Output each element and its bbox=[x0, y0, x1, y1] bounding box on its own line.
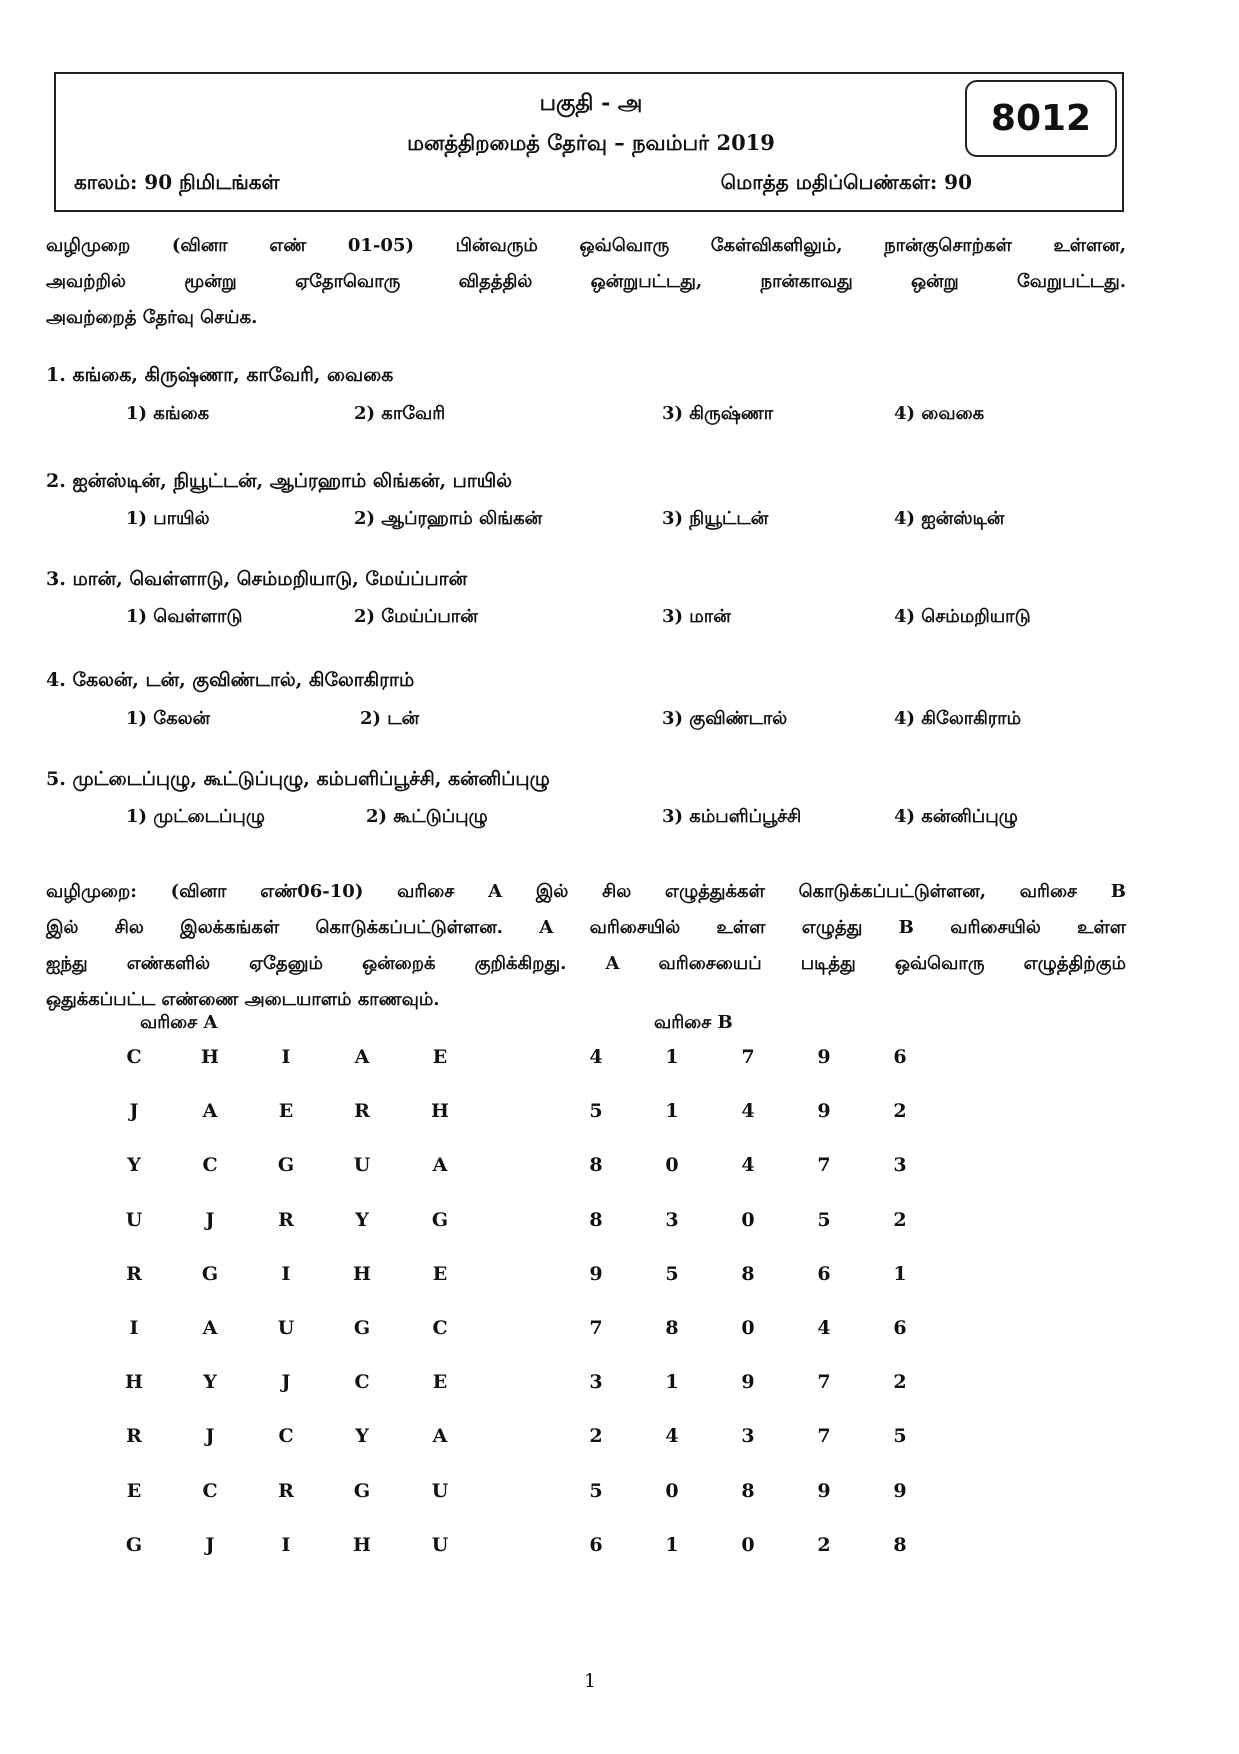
instruction-line: அவற்றில் மூன்று ஏதோவொரு விதத்தில் ஒன்றுபட்டது, நான்காவது ஒன்று வேறுபட்டது. bbox=[46, 271, 1126, 292]
letter-cell: C bbox=[126, 1046, 142, 1068]
letter-cell: J bbox=[205, 1209, 215, 1231]
option[interactable]: 2) கூட்டுப்புழு bbox=[366, 806, 488, 827]
digit-cell: 7 bbox=[817, 1425, 831, 1447]
letter-cell: U bbox=[431, 1534, 449, 1556]
section1-instruction bbox=[46, 228, 1126, 336]
option[interactable]: 4) ஐன்ஸ்டின் bbox=[894, 508, 1005, 529]
option[interactable]: 4) கன்னிப்புழு bbox=[894, 806, 1018, 827]
digit-cell: 2 bbox=[589, 1425, 603, 1447]
option[interactable]: 1) கேலன் bbox=[126, 708, 210, 729]
letter-cell: C bbox=[432, 1317, 448, 1339]
letter-cell: E bbox=[432, 1371, 448, 1393]
question-stem: 5. முட்டைப்புழு, கூட்டுப்புழு, கம்பளிப்பூச்சி, கன்னிப்புழு bbox=[46, 768, 550, 790]
digit-cell: 0 bbox=[665, 1154, 679, 1176]
digit-cell: 9 bbox=[589, 1263, 603, 1285]
digit-cell: 7 bbox=[741, 1046, 755, 1068]
digit-cell: 9 bbox=[817, 1100, 831, 1122]
letter-cell: G bbox=[201, 1263, 219, 1285]
option[interactable]: 1) பாயில் bbox=[126, 508, 210, 529]
option[interactable]: 1) முட்டைப்புழு bbox=[126, 806, 265, 827]
page-number: 1 bbox=[583, 1670, 597, 1692]
digit-cell: 4 bbox=[665, 1425, 679, 1447]
option[interactable]: 3) மான் bbox=[662, 606, 731, 627]
letter-cell: J bbox=[281, 1371, 291, 1393]
letter-cell: C bbox=[278, 1425, 294, 1447]
letter-cell: Y bbox=[355, 1425, 369, 1447]
option[interactable]: 3) கிருஷ்ணா bbox=[662, 403, 774, 424]
letter-cell: C bbox=[202, 1480, 218, 1502]
digit-cell: 5 bbox=[589, 1100, 603, 1122]
option[interactable]: 3) குவிண்டால் bbox=[662, 708, 788, 729]
digit-cell: 6 bbox=[893, 1317, 907, 1339]
digit-cell: 3 bbox=[741, 1425, 755, 1447]
letter-cell: G bbox=[431, 1209, 449, 1231]
option[interactable]: 3) கம்பளிப்பூச்சி bbox=[662, 806, 802, 827]
digit-cell: 2 bbox=[817, 1534, 831, 1556]
digit-cell: 2 bbox=[893, 1371, 907, 1393]
digit-cell: 4 bbox=[817, 1317, 831, 1339]
digit-cell: 1 bbox=[665, 1046, 679, 1068]
digit-cell: 9 bbox=[741, 1371, 755, 1393]
letter-cell: R bbox=[278, 1209, 294, 1231]
option[interactable]: 3) நியூட்டன் bbox=[662, 508, 769, 529]
paper-code: 8012 bbox=[965, 80, 1117, 157]
instruction-line: வழிமுறை: (வினா எண்06-10) வரிசை A இல் சில எழுத்துக்கள் கொடுக்கப்பட்டுள்ளன, வரிசை B bbox=[46, 881, 1126, 902]
letter-cell: Y bbox=[355, 1209, 369, 1231]
letter-cell: Y bbox=[127, 1154, 141, 1176]
digit-cell: 4 bbox=[589, 1046, 603, 1068]
letter-cell: H bbox=[353, 1263, 371, 1285]
digit-cell: 5 bbox=[893, 1425, 907, 1447]
digit-cell: 9 bbox=[817, 1480, 831, 1502]
letter-cell: G bbox=[353, 1317, 371, 1339]
digit-cell: 2 bbox=[893, 1100, 907, 1122]
letter-cell: E bbox=[432, 1263, 448, 1285]
instruction-line: ஒதுக்கப்பட்ட எண்ணை அடையாளம் காணவும். bbox=[46, 989, 440, 1010]
letter-cell: E bbox=[278, 1100, 294, 1122]
question-stem: 1. கங்கை, கிருஷ்ணா, காவேரி, வைகை bbox=[46, 364, 394, 386]
exam-duration: காலம்: 90 நிமிடங்கள் bbox=[74, 170, 280, 194]
column-b-header: வரிசை B bbox=[654, 1012, 733, 1033]
question-stem: 2. ஐன்ஸ்டின், நியூட்டன், ஆப்ரஹாம் லிங்கன், பாயில் bbox=[46, 470, 513, 492]
letter-cell: E bbox=[126, 1480, 142, 1502]
letter-cell: A bbox=[354, 1046, 370, 1068]
letter-cell: C bbox=[354, 1371, 370, 1393]
option[interactable]: 4) வைகை bbox=[894, 403, 985, 424]
digit-cell: 9 bbox=[893, 1480, 907, 1502]
letter-cell: A bbox=[432, 1425, 448, 1447]
letter-cell: C bbox=[202, 1154, 218, 1176]
digit-cell: 8 bbox=[893, 1534, 907, 1556]
digit-cell: 8 bbox=[741, 1263, 755, 1285]
instruction-line: வழிமுறை (வினா எண் 01-05) பின்வரும் ஒவ்வொரு கேள்விகளிலும், நான்குசொற்கள் உள்ளன, bbox=[46, 235, 1126, 256]
digit-cell: 7 bbox=[817, 1371, 831, 1393]
digit-cell: 6 bbox=[893, 1046, 907, 1068]
letter-cell: J bbox=[205, 1425, 215, 1447]
letter-cell: Y bbox=[203, 1371, 217, 1393]
letter-cell: U bbox=[277, 1317, 295, 1339]
letter-cell: G bbox=[277, 1154, 295, 1176]
question-stem: 3. மான், வெள்ளாடு, செம்மறியாடு, மேய்ப்பான் bbox=[46, 568, 468, 590]
instruction-line: ஐந்து எண்களில் ஏதேனும் ஒன்றைக் குறிக்கிறது. A வரிசையைப் படித்து ஒவ்வொரு எழுத்திற்கும் bbox=[46, 953, 1126, 974]
letter-cell: U bbox=[125, 1209, 143, 1231]
digit-cell: 0 bbox=[665, 1480, 679, 1502]
letter-cell: H bbox=[201, 1046, 219, 1068]
letter-cell: I bbox=[281, 1263, 291, 1285]
letter-cell: J bbox=[205, 1534, 215, 1556]
letter-cell: R bbox=[126, 1425, 142, 1447]
digit-cell: 6 bbox=[817, 1263, 831, 1285]
letter-cell: A bbox=[432, 1154, 448, 1176]
digit-cell: 9 bbox=[817, 1046, 831, 1068]
part-label: பகுதி - அ bbox=[539, 90, 643, 116]
option[interactable]: 2) காவேரி bbox=[354, 403, 446, 424]
instruction-line: அவற்றைத் தேர்வு செய்க. bbox=[46, 307, 258, 328]
letter-cell: J bbox=[129, 1100, 139, 1122]
digit-cell: 1 bbox=[893, 1263, 907, 1285]
letter-cell: R bbox=[126, 1263, 142, 1285]
section2-instruction bbox=[46, 874, 1126, 1018]
digit-cell: 1 bbox=[665, 1100, 679, 1122]
option[interactable]: 4) செம்மறியாடு bbox=[894, 606, 1031, 627]
digit-cell: 8 bbox=[741, 1480, 755, 1502]
option[interactable]: 2) ஆப்ரஹாம் லிங்கன் bbox=[354, 508, 543, 529]
digit-cell: 3 bbox=[893, 1154, 907, 1176]
digit-cell: 0 bbox=[741, 1209, 755, 1231]
letter-cell: H bbox=[353, 1534, 371, 1556]
letter-cell: H bbox=[125, 1371, 143, 1393]
option[interactable]: 2) டன் bbox=[360, 708, 420, 729]
letter-cell: A bbox=[202, 1317, 218, 1339]
option[interactable]: 1) கங்கை bbox=[126, 403, 210, 424]
instruction-line: இல் சில இலக்கங்கள் கொடுக்கப்பட்டுள்ளன. A வரிசையில் உள்ள எழுத்து B வரிசையில் உள்ள bbox=[46, 917, 1126, 938]
digit-cell: 0 bbox=[741, 1317, 755, 1339]
digit-cell: 1 bbox=[665, 1371, 679, 1393]
question-stem: 4. கேலன், டன், குவிண்டால், கிலோகிராம் bbox=[46, 669, 415, 691]
exam-title: மனத்திறமைத் தேர்வு – நவம்பர் 2019 bbox=[407, 130, 775, 155]
letter-cell: R bbox=[278, 1480, 294, 1502]
letter-cell: U bbox=[353, 1154, 371, 1176]
digit-cell: 4 bbox=[741, 1154, 755, 1176]
digit-cell: 8 bbox=[665, 1317, 679, 1339]
column-a-header: வரிசை A bbox=[140, 1012, 218, 1033]
letter-cell: G bbox=[125, 1534, 143, 1556]
letter-cell: I bbox=[129, 1317, 139, 1339]
digit-cell: 7 bbox=[589, 1317, 603, 1339]
letter-cell: R bbox=[354, 1100, 370, 1122]
digit-cell: 1 bbox=[665, 1534, 679, 1556]
digit-cell: 7 bbox=[817, 1154, 831, 1176]
digit-cell: 3 bbox=[665, 1209, 679, 1231]
option[interactable]: 4) கிலோகிராம் bbox=[894, 708, 1022, 729]
letter-cell: A bbox=[202, 1100, 218, 1122]
letter-cell: I bbox=[281, 1046, 291, 1068]
digit-cell: 4 bbox=[741, 1100, 755, 1122]
letter-cell: U bbox=[431, 1480, 449, 1502]
digit-cell: 6 bbox=[589, 1534, 603, 1556]
digit-cell: 5 bbox=[665, 1263, 679, 1285]
option[interactable]: 1) வெள்ளாடு bbox=[126, 606, 243, 627]
letter-cell: E bbox=[432, 1046, 448, 1068]
digit-cell: 5 bbox=[817, 1209, 831, 1231]
option[interactable]: 2) மேய்ப்பான் bbox=[354, 606, 478, 627]
digit-cell: 8 bbox=[589, 1154, 603, 1176]
total-marks: மொத்த மதிப்பெண்கள்: 90 bbox=[720, 170, 972, 194]
letter-cell: I bbox=[281, 1534, 291, 1556]
letter-cell: H bbox=[431, 1100, 449, 1122]
header-box bbox=[54, 72, 1124, 212]
digit-cell: 2 bbox=[893, 1209, 907, 1231]
digit-cell: 0 bbox=[741, 1534, 755, 1556]
digit-cell: 8 bbox=[589, 1209, 603, 1231]
digit-cell: 5 bbox=[589, 1480, 603, 1502]
digit-cell: 3 bbox=[589, 1371, 603, 1393]
letter-cell: G bbox=[353, 1480, 371, 1502]
